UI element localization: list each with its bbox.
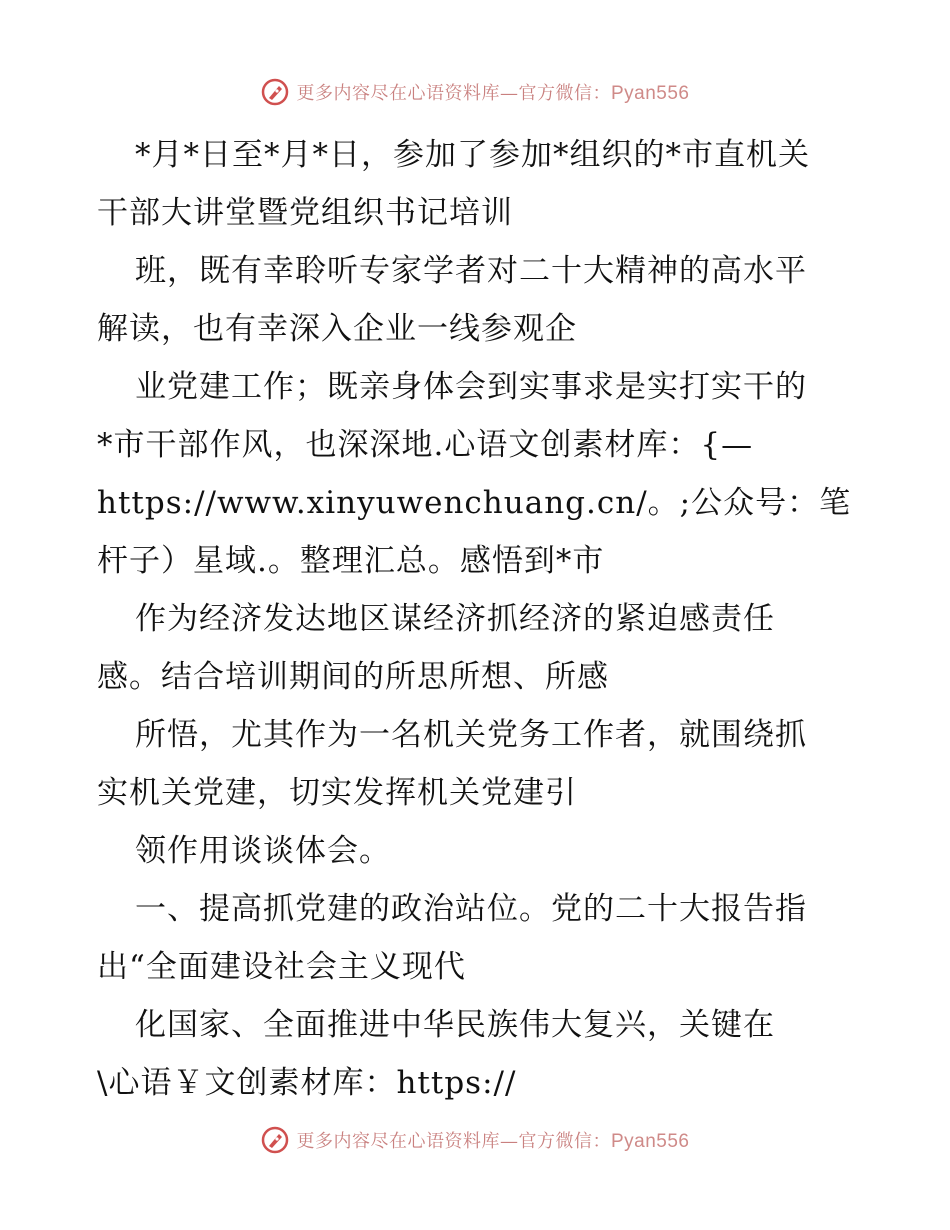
body-line: 班，既有幸聆听专家学者对二十大精神的高水平 xyxy=(135,253,807,289)
body-line: \心语￥文创素材库：https:// xyxy=(97,1065,517,1101)
document-body xyxy=(97,126,857,1112)
footer-banner-id: Pyan556 xyxy=(610,1131,690,1152)
body-line: 杆子）星域.。整理汇总。感悟到*市 xyxy=(97,543,605,579)
header-banner-text: 更多内容尽在心语资料库—官方微信： xyxy=(296,83,611,104)
footer-banner-text: 更多内容尽在心语资料库—官方微信： xyxy=(296,1131,611,1152)
body-line: 领作用谈谈体会。 xyxy=(135,833,391,869)
body-line: https://www.xinyuwenchuang.cn/。;公众号：笔 xyxy=(97,485,852,521)
footer-watermark-banner xyxy=(0,1120,950,1160)
body-line: 实机关党建，切实发挥机关党建引 xyxy=(97,775,577,811)
body-line: 化国家、全面推进中华民族伟大复兴，关键在 xyxy=(135,1007,775,1043)
body-line: 作为经济发达地区谋经济抓经济的紧迫感责任 xyxy=(135,601,775,637)
pen-nib-circle-icon xyxy=(260,1125,290,1155)
body-line: *月*日至*月*日，参加了参加*组织的*市直机关 xyxy=(135,137,810,173)
body-line: 干部大讲堂暨党组织书记培训 xyxy=(97,195,513,231)
header-watermark-banner xyxy=(0,72,950,112)
header-banner-id: Pyan556 xyxy=(610,83,690,104)
pen-nib-circle-icon xyxy=(260,77,290,107)
body-line: *市干部作风，也深深地.心语文创素材库：{— xyxy=(97,427,754,463)
body-line: 所悟，尤其作为一名机关党务工作者，就围绕抓 xyxy=(135,717,807,753)
body-line: 业党建工作；既亲身体会到实事求是实打实干的 xyxy=(135,369,807,405)
body-line: 感。结合培训期间的所思所想、所感 xyxy=(97,659,609,695)
body-line: 一、提高抓党建的政治站位。党的二十大报告指 xyxy=(135,891,807,927)
body-line: 出“全面建设社会主义现代 xyxy=(97,949,466,985)
body-line: 解读，也有幸深入企业一线参观企 xyxy=(97,311,577,347)
